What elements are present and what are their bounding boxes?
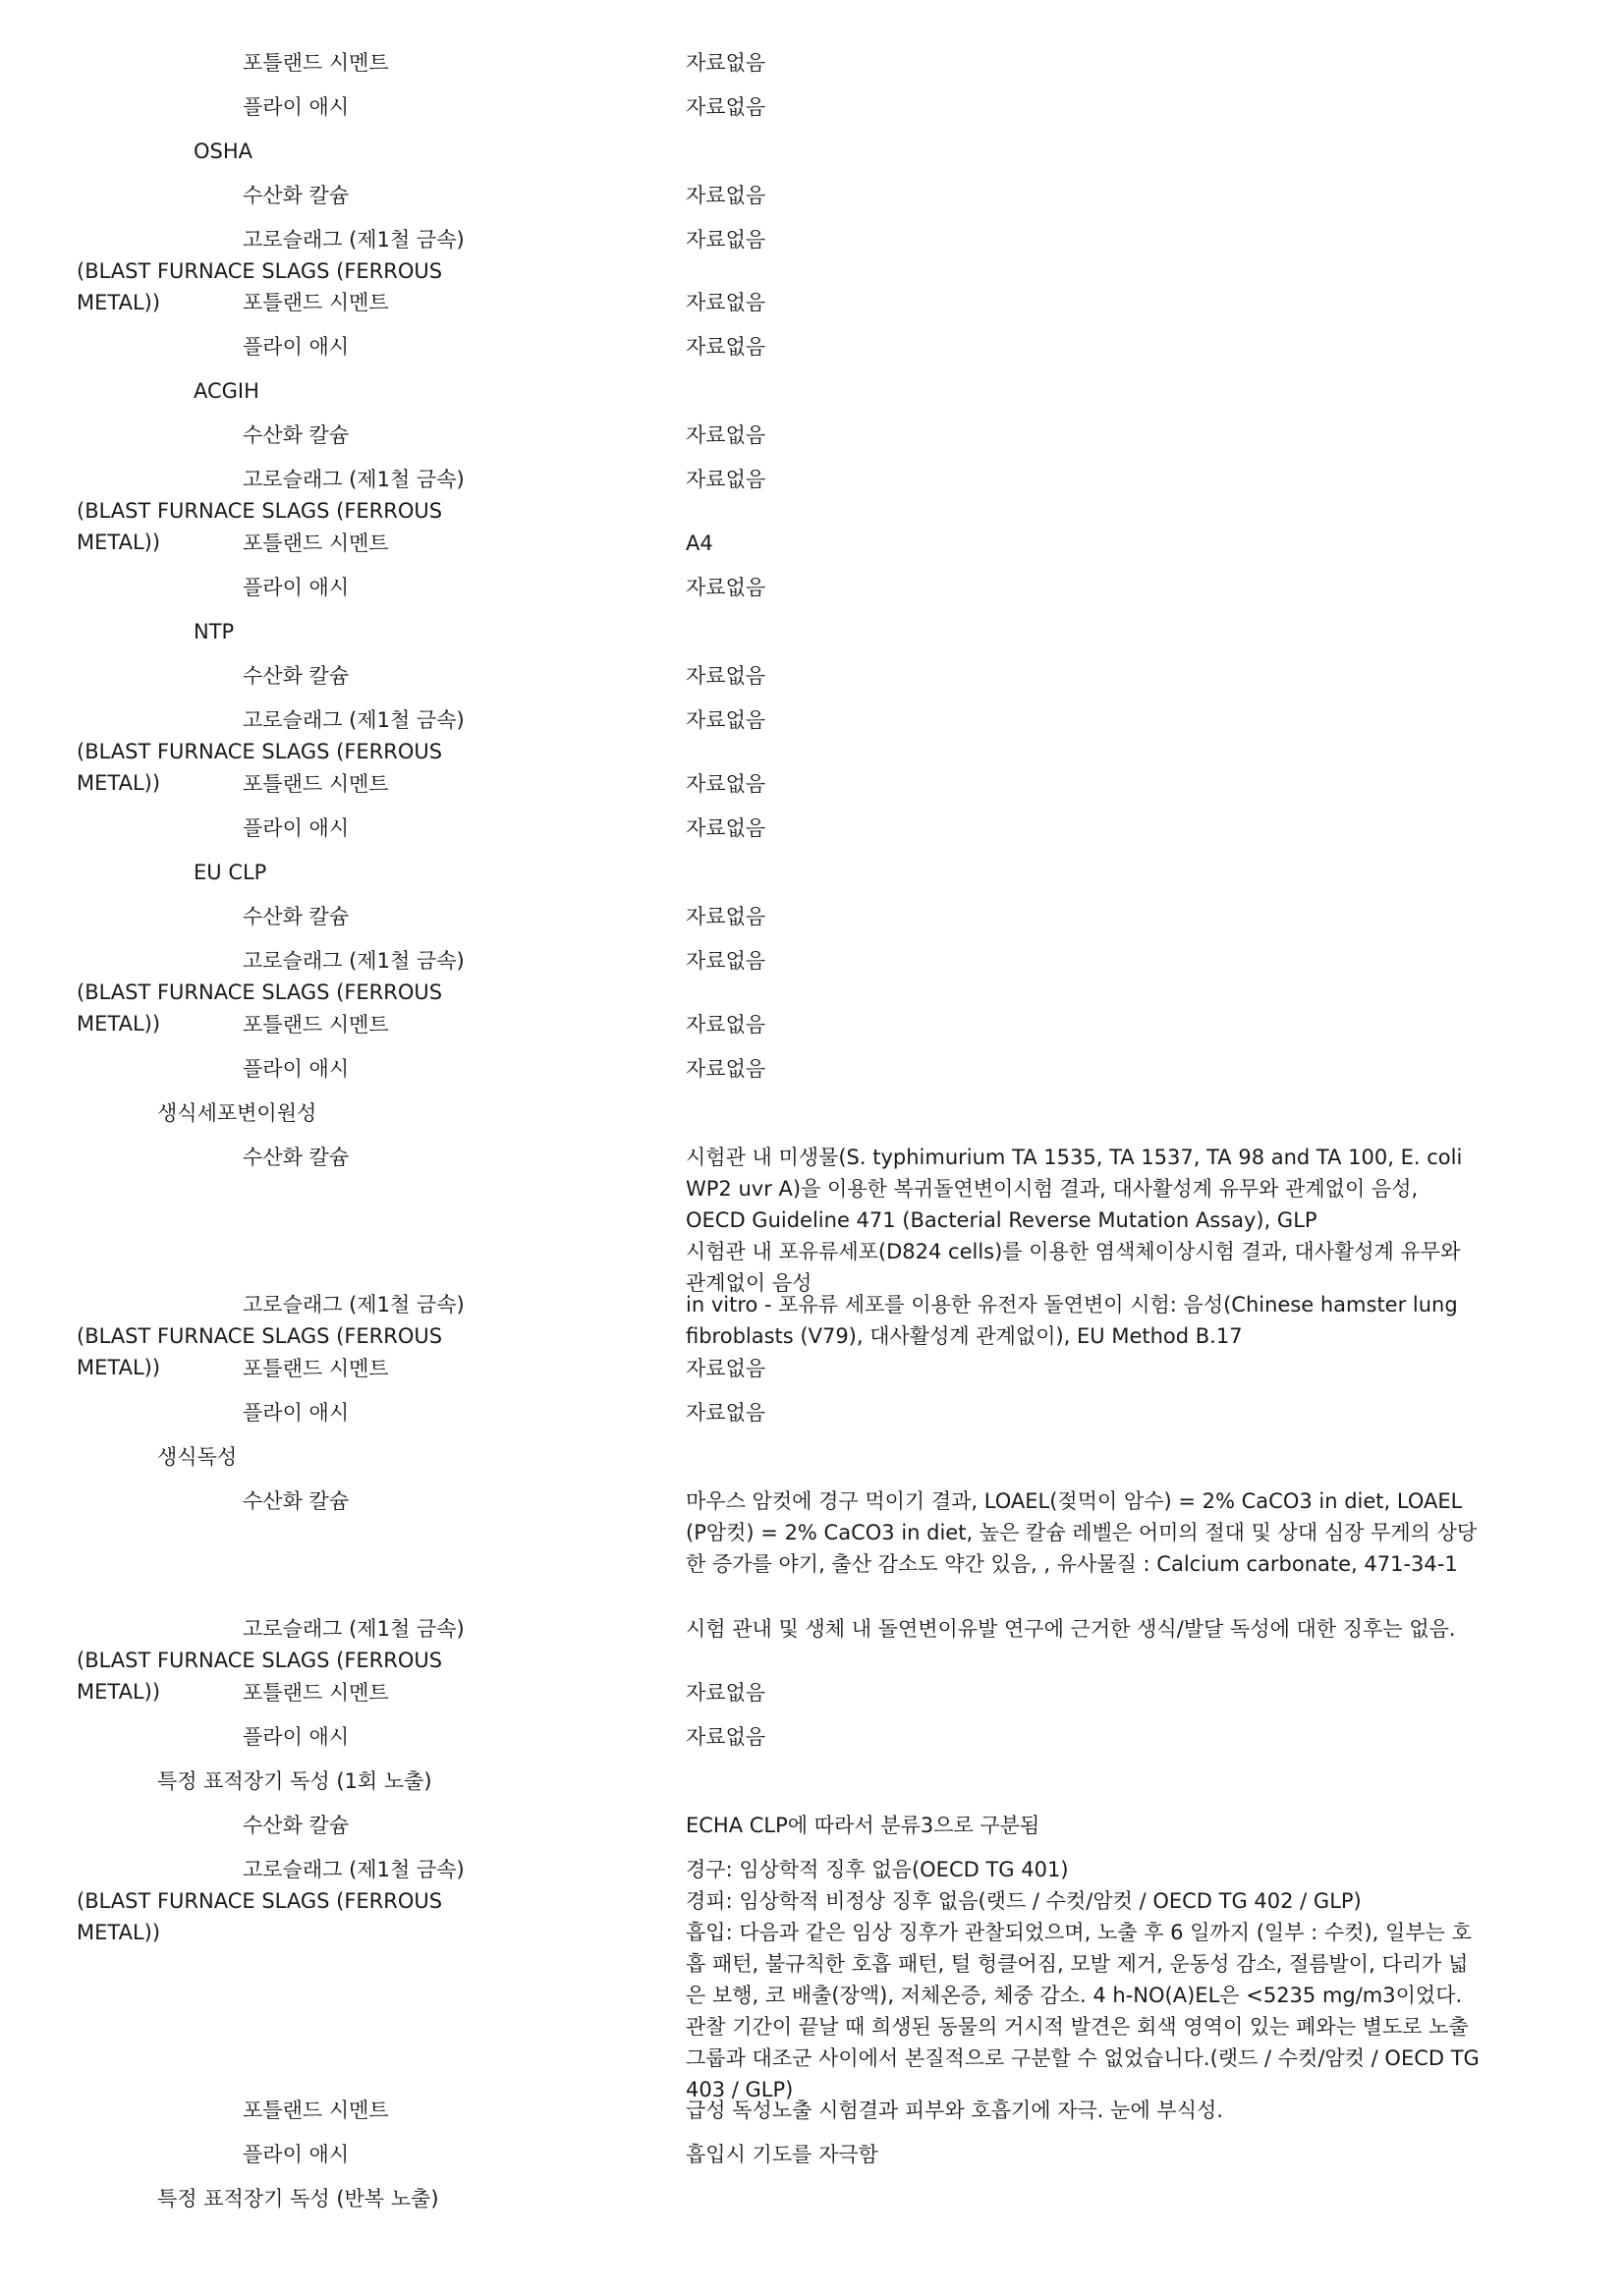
item-value: 자료없음 bbox=[686, 664, 766, 688]
item-label: 고로슬래그 (제1철 금속)(BLAST FURNACE SLAGS (FERROUS METAL)) bbox=[77, 228, 465, 314]
item-value: 흡입시 기도를 자극함 bbox=[686, 2143, 878, 2166]
section-heading: 특정 표적장기 독성 (1회 노출) bbox=[157, 1769, 432, 1793]
item-label: 포틀랜드 시멘트 bbox=[243, 2099, 389, 2122]
section-heading: 생식세포변이원성 bbox=[157, 1101, 317, 1125]
item-value: 자료없음 bbox=[686, 816, 766, 840]
item-value: 자료없음 bbox=[686, 1013, 766, 1036]
item-value: 자료없음 bbox=[686, 905, 766, 928]
item-label: 플라이 애시 bbox=[243, 816, 350, 840]
item-value: 자료없음 bbox=[686, 1401, 766, 1425]
item-value: 자료없음 bbox=[686, 291, 766, 314]
item-value: 자료없음 bbox=[686, 468, 766, 491]
item-label: 포틀랜드 시멘트 bbox=[243, 532, 389, 555]
item-label: 포틀랜드 시멘트 bbox=[243, 1357, 389, 1380]
subsection-heading: ACGIH bbox=[194, 379, 259, 403]
item-value: 자료없음 bbox=[686, 335, 766, 359]
item-value: 자료없음 bbox=[686, 772, 766, 796]
item-label: 고로슬래그 (제1철 금속)(BLAST FURNACE SLAGS (FERROUS METAL)) bbox=[77, 1293, 465, 1379]
item-label: 수산화 칼슘 bbox=[243, 1814, 350, 1837]
item-label: 플라이 애시 bbox=[243, 1057, 350, 1081]
item-label: 수산화 칼슘 bbox=[243, 905, 350, 928]
item-label: 포틀랜드 시멘트 bbox=[243, 772, 389, 796]
item-value: 마우스 암컷에 경구 먹이기 결과, LOAEL(젖먹이 암수) = 2% CaCO3 in diet, LOAEL (P암컷) = 2% CaCO3 in diet, 높은 칼슘 레벨은 어미의 절대 및 상대 심장 무게의 상당한 증가를 야기, 출산 감소도 약간 있음, , 유사물질 : Calcium carbonate, 471-34-1 bbox=[686, 1489, 1478, 1576]
item-label: 수산화 칼슘 bbox=[243, 423, 350, 447]
item-value: 자료없음 bbox=[686, 228, 766, 252]
item-value: 자료없음 bbox=[686, 1681, 766, 1705]
section-heading: 생식독성 bbox=[157, 1445, 238, 1469]
item-label: 고로슬래그 (제1철 금속)(BLAST FURNACE SLAGS (FERROUS METAL)) bbox=[77, 949, 465, 1036]
subsection-heading: EU CLP bbox=[194, 861, 267, 884]
subsection-heading: OSHA bbox=[194, 140, 253, 163]
item-value: 자료없음 bbox=[686, 576, 766, 599]
item-value: 자료없음 bbox=[686, 1057, 766, 1081]
item-label: 포틀랜드 시멘트 bbox=[243, 291, 389, 314]
subsection-heading: NTP bbox=[194, 620, 235, 644]
item-value: in vitro - 포유류 세포를 이용한 유전자 돌연변이 시험: 음성(Chinese hamster lung fibroblasts (V79), 대사활성계 관계없이), EU Method B.17 bbox=[686, 1293, 1465, 1348]
item-label: 포틀랜드 시멘트 bbox=[243, 1681, 389, 1705]
item-label: 플라이 애시 bbox=[243, 2143, 350, 2166]
item-label: 고로슬래그 (제1철 금속)(BLAST FURNACE SLAGS (FERROUS METAL)) bbox=[77, 708, 465, 795]
item-value: 자료없음 bbox=[686, 95, 766, 119]
item-label: 포틀랜드 시멘트 bbox=[243, 1013, 389, 1036]
item-value: 자료없음 bbox=[686, 51, 766, 75]
item-value: 자료없음 bbox=[686, 949, 766, 973]
item-label: 플라이 애시 bbox=[243, 1401, 350, 1425]
item-label: 수산화 칼슘 bbox=[243, 664, 350, 688]
item-label: 수산화 칼슘 bbox=[243, 1146, 350, 1169]
item-label: 고로슬래그 (제1철 금속)(BLAST FURNACE SLAGS (FERROUS METAL)) bbox=[77, 1858, 465, 1944]
item-value: 자료없음 bbox=[686, 184, 766, 207]
item-value: 시험관 내 미생물(S. typhimurium TA 1535, TA 1537, TA 98 and TA 100, E. coli WP2 uvr A)을 이용한 복귀돌연변이시험 결과, 대사활성계 유무와 관계없이 음성, OECD Guideline 471 (Bacterial Reverse Mutation Assay), GLP 시험관 내 포유류세포(D824 cells)를 이용한 염색체이상시험 결과, 대사활성계 유무와 관계없이 음성 bbox=[686, 1146, 1463, 1295]
item-value: 자료없음 bbox=[686, 1725, 766, 1749]
item-value: 경구: 임상학적 징후 없음(OECD TG 401) 경피: 임상학적 비정상 징후 없음(랫드 / 수컷/암컷 / OECD TG 402 / GLP) 흡입: 다음과 같은 임상 징후가 관찰되었으며, 노출 후 6 일까지 (일부 : 수컷), 일부는 호흡 패턴, 불규칙한 호흡 패턴, 털 헝클어짐, 모발 제거, 운동성 감소, 절름발이, 다리가 넓은 보행, 코 배출(장액), 저체온증, 체중 감소. 4 h-NO(A)EL은 <5235 mg/m3이었다. 관찰 기간이 끝날 때 희생된 동물의 거시적 발견은 회색 영역이 있는 폐와는 별도로 노출 그룹과 대조군 사이에서 본질적으로 구분할 수 없었습니다.(랫드 / 수컷/암컷 / OECD TG 403 / GLP) bbox=[686, 1858, 1480, 2101]
item-value: A4 bbox=[686, 532, 713, 555]
item-label: 수산화 칼슘 bbox=[243, 184, 350, 207]
item-label: 포틀랜드 시멘트 bbox=[243, 51, 389, 75]
item-label: 고로슬래그 (제1철 금속)(BLAST FURNACE SLAGS (FERROUS METAL)) bbox=[77, 468, 465, 554]
item-label: 플라이 애시 bbox=[243, 1725, 350, 1749]
item-label: 수산화 칼슘 bbox=[243, 1489, 350, 1513]
item-label: 고로슬래그 (제1철 금속)(BLAST FURNACE SLAGS (FERROUS METAL)) bbox=[77, 1617, 465, 1704]
item-value: 자료없음 bbox=[686, 1357, 766, 1380]
item-value: 자료없음 bbox=[686, 708, 766, 732]
item-value: ECHA CLP에 따라서 분류3으로 구분됨 bbox=[686, 1814, 1040, 1837]
section-heading: 특정 표적장기 독성 (반복 노출) bbox=[157, 2187, 439, 2211]
item-value: 시험 관내 및 생체 내 돌연변이유발 연구에 근거한 생식/발달 독성에 대한 징후는 없음. bbox=[686, 1617, 1456, 1641]
item-label: 플라이 애시 bbox=[243, 335, 350, 359]
item-label: 플라이 애시 bbox=[243, 95, 350, 119]
item-value: 자료없음 bbox=[686, 423, 766, 447]
item-value: 급성 독성노출 시험결과 피부와 호흡기에 자극. 눈에 부식성. bbox=[686, 2099, 1223, 2122]
item-label: 플라이 애시 bbox=[243, 576, 350, 599]
